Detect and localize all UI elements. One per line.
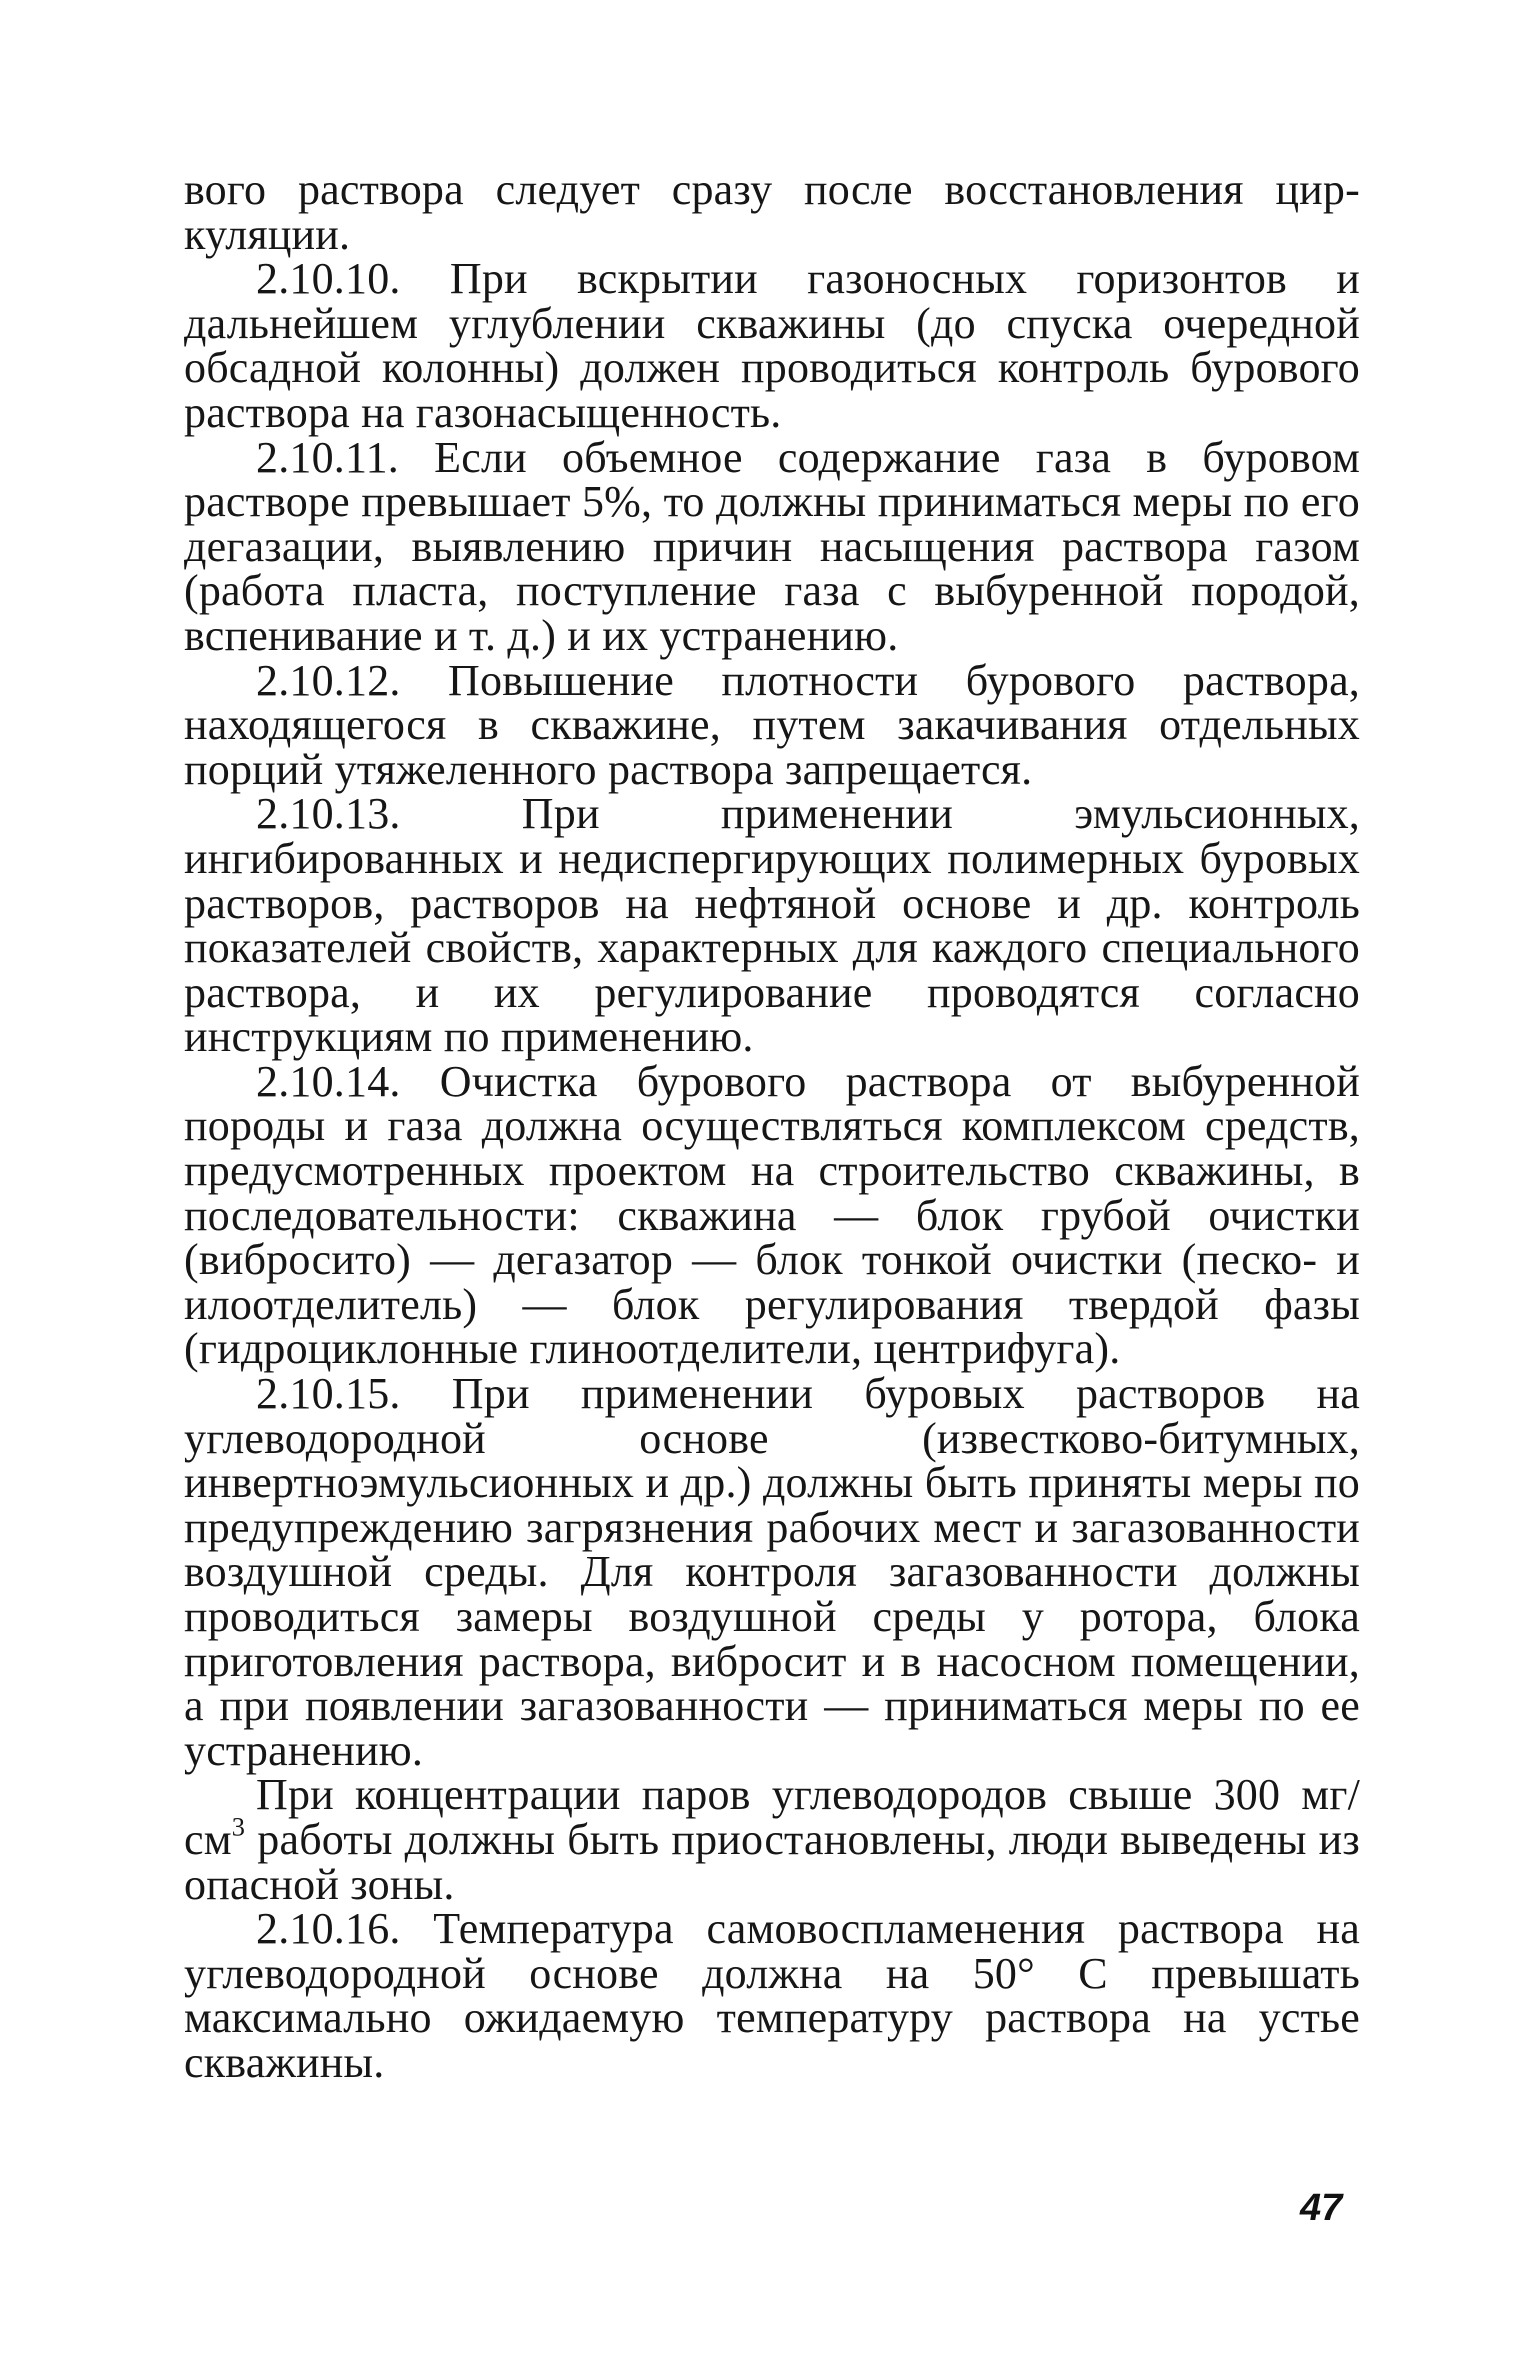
page-number: 47 <box>1300 2187 1343 2229</box>
superscript-cubed: 3 <box>231 1811 246 1842</box>
paragraph-2-10-14: 2.10.14. Очистка бурового раствора от выбуренной породы и газа должна осуществляться комплексом средств, предусмотренных проектом на строительство скважины, в последовательности: скважина — блок грубой очистки (вибросито) — дегазатор — блок тонкой очистки (песко- и илоотделитель) — блок регулирования твердой фазы (гидроциклонные глиноотделители, центрифуга). <box>184 1056 1360 1374</box>
paragraph-2-10-16: 2.10.16. Температура самовоспламенения раствора на углеводородной основе должна на 50° С превышать максимально ожидаемую температуру раствора на устье скважины. <box>184 1904 1360 2087</box>
paragraph-continuation: вого раствора следует сразу после восстановления цир- куляции. <box>184 165 1360 259</box>
document-page <box>184 165 1360 2087</box>
paragraph-2-10-11: 2.10.11. Если объемное содержание газа в буровом растворе превышает 5%, то должны приниматься меры по его дегазации, выявлению причин насыщения раствора газом (работа пласта, поступление газа с выбуренной породой, вспенивание и т. д.) и их устранению. <box>184 432 1360 660</box>
paragraph-concentration-note <box>184 1770 1360 1909</box>
concentration-text-end: работы должны быть приостановлены, люди выведены из опасной зоны. <box>184 1814 1360 1909</box>
paragraph-2-10-10: 2.10.10. При вскрытии газоносных горизонтов и дальнейшем углублении скважины (до спуска очередной обсадной колонны) должен проводиться контроль бурового раствора на газонасыщенность. <box>184 254 1360 437</box>
paragraph-2-10-15: 2.10.15. При применении буровых растворов на углеводородной основе (известково-битумных, инвертноэмульсионных и др.) должны быть приняты меры по предупреждению загрязнения рабочих мест и загазованности воздушной среды. Для контроля загазованности должны проводиться замеры воздушной среды у ротора, блока приготовления раствора, вибросит и в насосном помещении, а при появлении загазованности — приниматься меры по ее устранению. <box>184 1369 1360 1775</box>
concentration-text-start: При концентрации паров углеводородов свыше 300 мг/см <box>184 1770 1360 1864</box>
paragraph-2-10-13: 2.10.13. При применении эмульсионных, ингибированных и недиспергирующих полимерных буровых растворов, растворов на нефтяной основе и др. контроль показателей свойств, характерных для каждого специального раствора, и их регулирование проводятся согласно инструкциям по применению. <box>184 789 1360 1062</box>
paragraph-2-10-12: 2.10.12. Повышение плотности бурового раствора, находящегося в скважине, путем закачивания отдельных порций утяжеленного раствора запрещается. <box>184 655 1360 794</box>
